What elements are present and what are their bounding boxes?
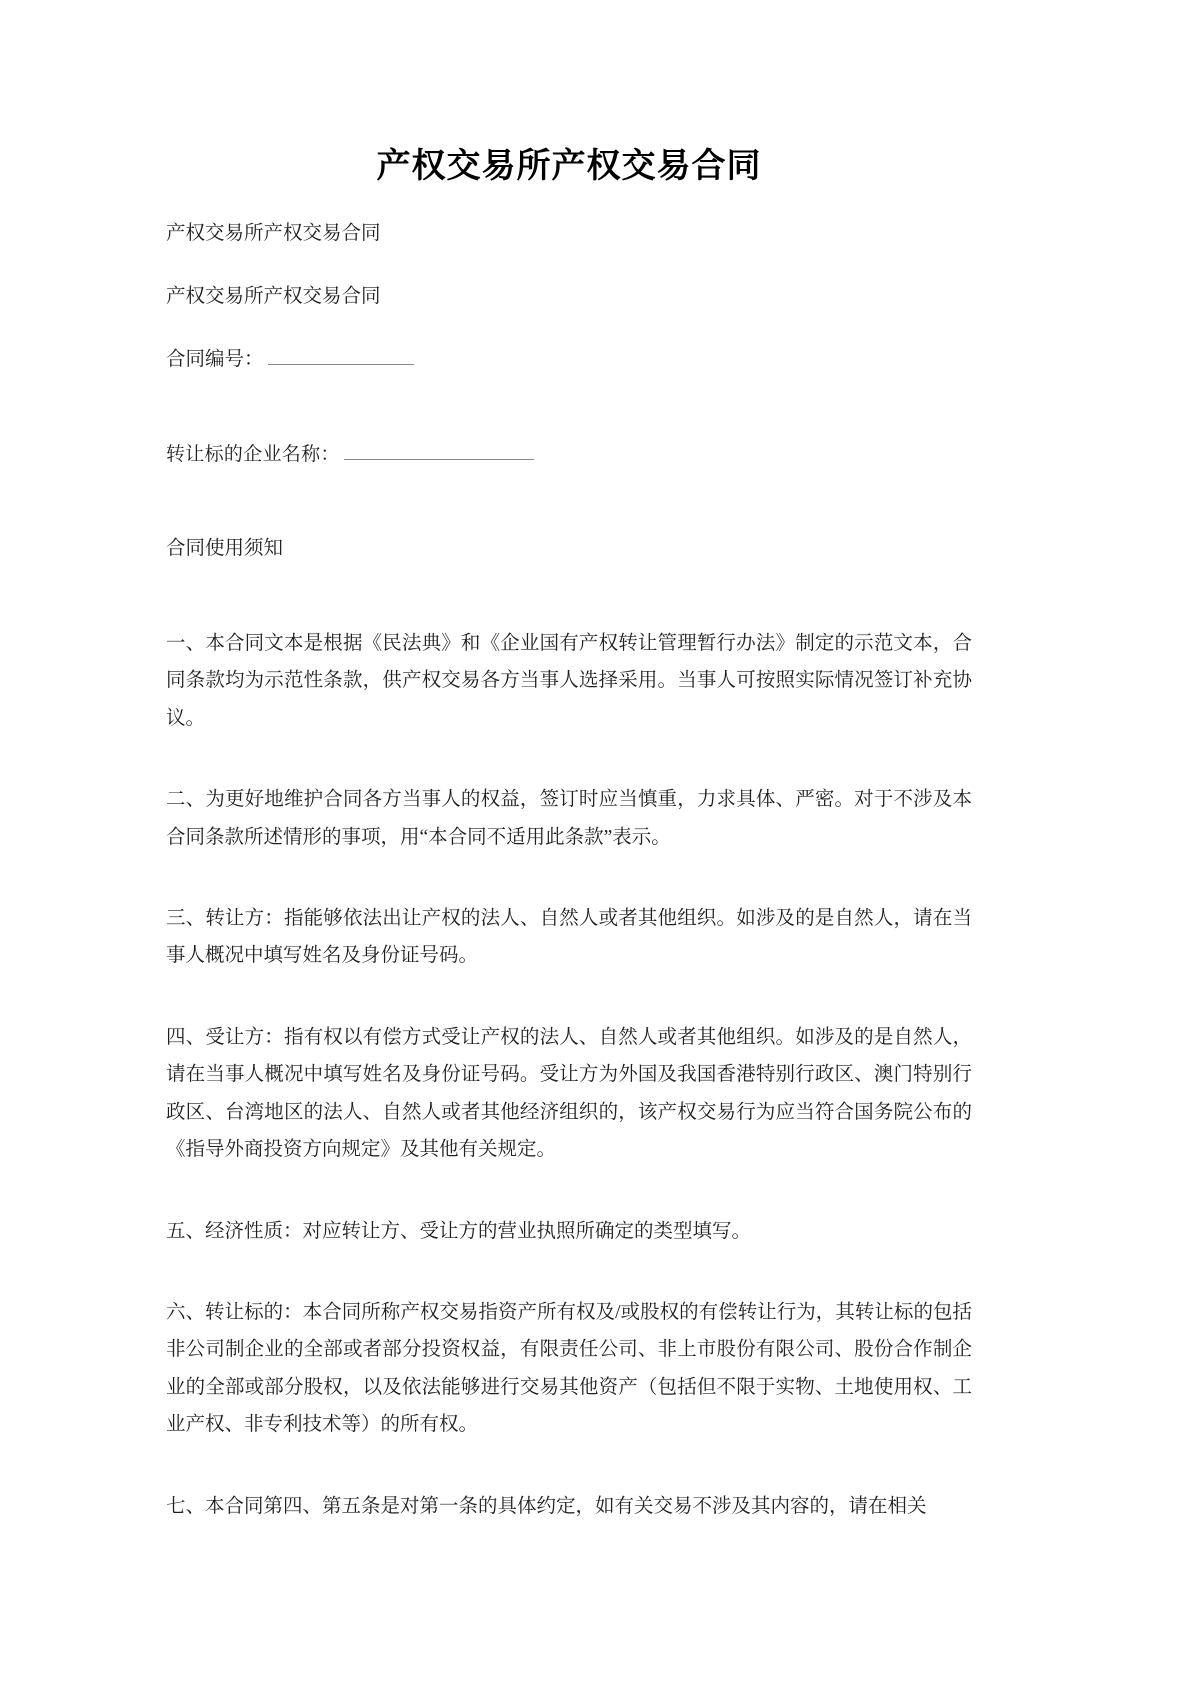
spacer [166,315,972,341]
clause-5: 五、经济性质：对应转让方、受让方的营业执照所确定的类型填写。 [166,1220,752,1242]
clause-2: 二、为更好地维护合同各方当事人的权益，签订时应当慎重，力求具体、严密。对于不涉及本合同条款所述情形的事项，用“本合同不适用此条款”表示。 [166,789,972,848]
spacer [166,472,972,530]
spacer [166,737,972,781]
document-content [166,0,972,1525]
page-title: 产权交易所产权交易合同 [376,148,762,185]
clause-6: 六、转让标的：本合同所称产权交易指资产所有权及/或股权的有偿转让行为，其转让标的包括非公司制企业的全部或者部分投资权益，有限责任公司、非上市股份有限公司、股份合作制企业的全部或部分股权，以及依法能够进行交易其他资产（包括但不限于实物、土地使用权、工业产权、非专利技术等）的所有权。 [166,1302,972,1436]
field-transfer-target-enterprise-blank[interactable] [344,441,534,460]
clause-4: 四、受让方：指有权以有偿方式受让产权的法人、自然人或者其他组织。如涉及的是自然人，请在当事人概况中填写姓名及身份证号码。受让方为外国及我国香港特别行政区、澳门特别行政区、台湾地区的法人、自然人或者其他经济组织的，该产权交易行为应当符合国务院公布的《指导外商投资方向规定》及其他有关规定。 [166,1026,972,1161]
clause-1: 一、本合同文本是根据《民法典》和《企业国有产权转让管理暂行办法》制定的示范文本，合同条款均为示范性条款，供产权交易各方当事人选择采用。当事人可按照实际情况签订补充协议。 [166,632,972,729]
clause-7: 七、本合同第四、第五条是对第一条的具体约定，如有关交易不涉及其内容的，请在相关 [166,1495,927,1517]
subtitle-line-1: 产权交易所产权交易合同 [166,222,381,244]
field-contract-number [166,341,972,378]
section-heading-instructions: 合同使用须知 [166,537,284,559]
field-contract-number-label: 合同编号： [166,348,264,370]
spacer [166,975,972,1019]
spacer [166,856,972,900]
spacer [166,378,972,436]
spacer [166,252,972,278]
spacer [166,1444,972,1488]
field-contract-number-blank[interactable] [268,345,414,365]
spacer [166,1250,972,1294]
field-transfer-target-enterprise-label: 转让标的企业名称： [166,442,340,465]
spacer [166,1169,972,1213]
clause-3: 三、转让方：指能够依法出让产权的法人、自然人或者其他组织。如涉及的是自然人，请在当事人概况中填写姓名及身份证号码。 [166,907,972,967]
subtitle-line-2: 产权交易所产权交易合同 [166,285,381,307]
spacer [166,189,972,215]
spacer [166,567,972,625]
field-transfer-target-enterprise [166,436,972,472]
